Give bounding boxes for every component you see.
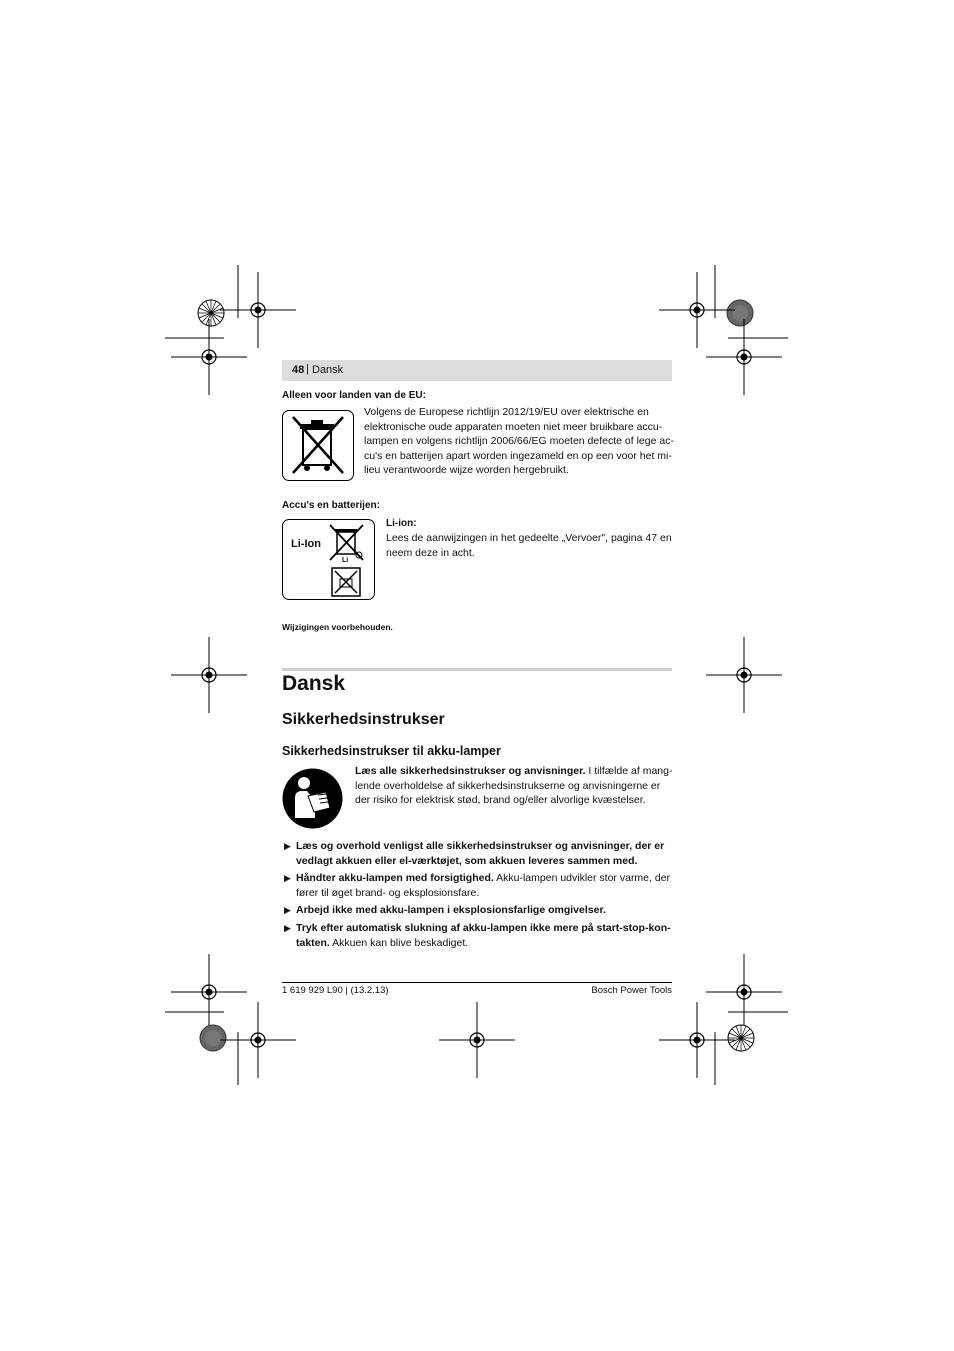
section-divider [282,668,672,671]
footer-divider [282,982,672,983]
section-title: Dansk [282,672,346,695]
li-ion-subheading: Li-ion: [386,518,417,529]
list-item: ▶ Arbejd ikke med akku-lampen i eksplosionsfarlige omgivelser. [284,904,606,916]
bullet-arrow-icon: ▶ [284,873,291,883]
page-number: 48 [292,364,305,376]
bullet-arrow-icon: ▶ [284,923,291,933]
eu-text: Volgens de Europese richtlijn 2012/19/EU over elektrische en elektronische oude apparaten moeten niet meer bruikbare accu- lampen en volgens richtlijn 2006/66/EG moeten defecte of lege ac- cu's en batterijen apart worden ingezameld en op een voor het mi- lieu verantwoorde wijze worden hergebruikt. [364,406,674,476]
section-subtitle: Sikkerhedsinstrukser [282,711,445,728]
bullet-arrow-icon: ▶ [284,905,291,915]
batteries-heading: Accu's en batterijen: [282,500,380,511]
list-item: ▶ Tryk efter automatisk slukning af akku-lampen ikke mere på start-stop-kon- takten. Akkuen kan blive beskadiget. [284,922,671,949]
crossed-bin-icon [282,410,354,481]
footer-left: 1 619 929 L90 | (13.2.13) [282,985,389,996]
read-manual-text: Læs alle sikkerhedsinstrukser og anvisninger. I tilfælde af mang- lende overholdelse af sikkerhedsinstrukserne og anvisningerne er der risiko for elektrisk stød, brand og/eller alvorlige kvæstelser. [355,765,673,806]
eu-heading: Alleen voor landen van de EU: [282,390,426,401]
changes-note: Wijzigingen voorbehouden. [282,622,393,632]
bullet-arrow-icon: ▶ [284,841,291,851]
list-item: ▶ Håndter akku-lampen med forsigtighed. Akku-lampen udvikler stor varme, der fører til øget brand- og eksplosionsfare. [284,872,671,899]
read-manual-icon [282,768,343,829]
list-item: ▶ Læs og overhold venligst alle sikkerhedsinstrukser og anvisninger, der er vedlagt akkuen eller el-værktøjet, som akkuen leveres sammen med. [284,840,665,867]
li-ion-recycling-icon: Li-Ion Li [282,519,375,600]
header-separator: | [306,363,309,375]
section-subsubtitle: Sikkerhedsinstrukser til akku-lamper [282,744,501,758]
header-language: Dansk [312,364,344,376]
footer-right: Bosch Power Tools [591,985,672,996]
li-ion-text: Lees de aanwijzingen in het gedeelte „Vervoer", pagina 47 en neem deze in acht. [386,532,672,559]
